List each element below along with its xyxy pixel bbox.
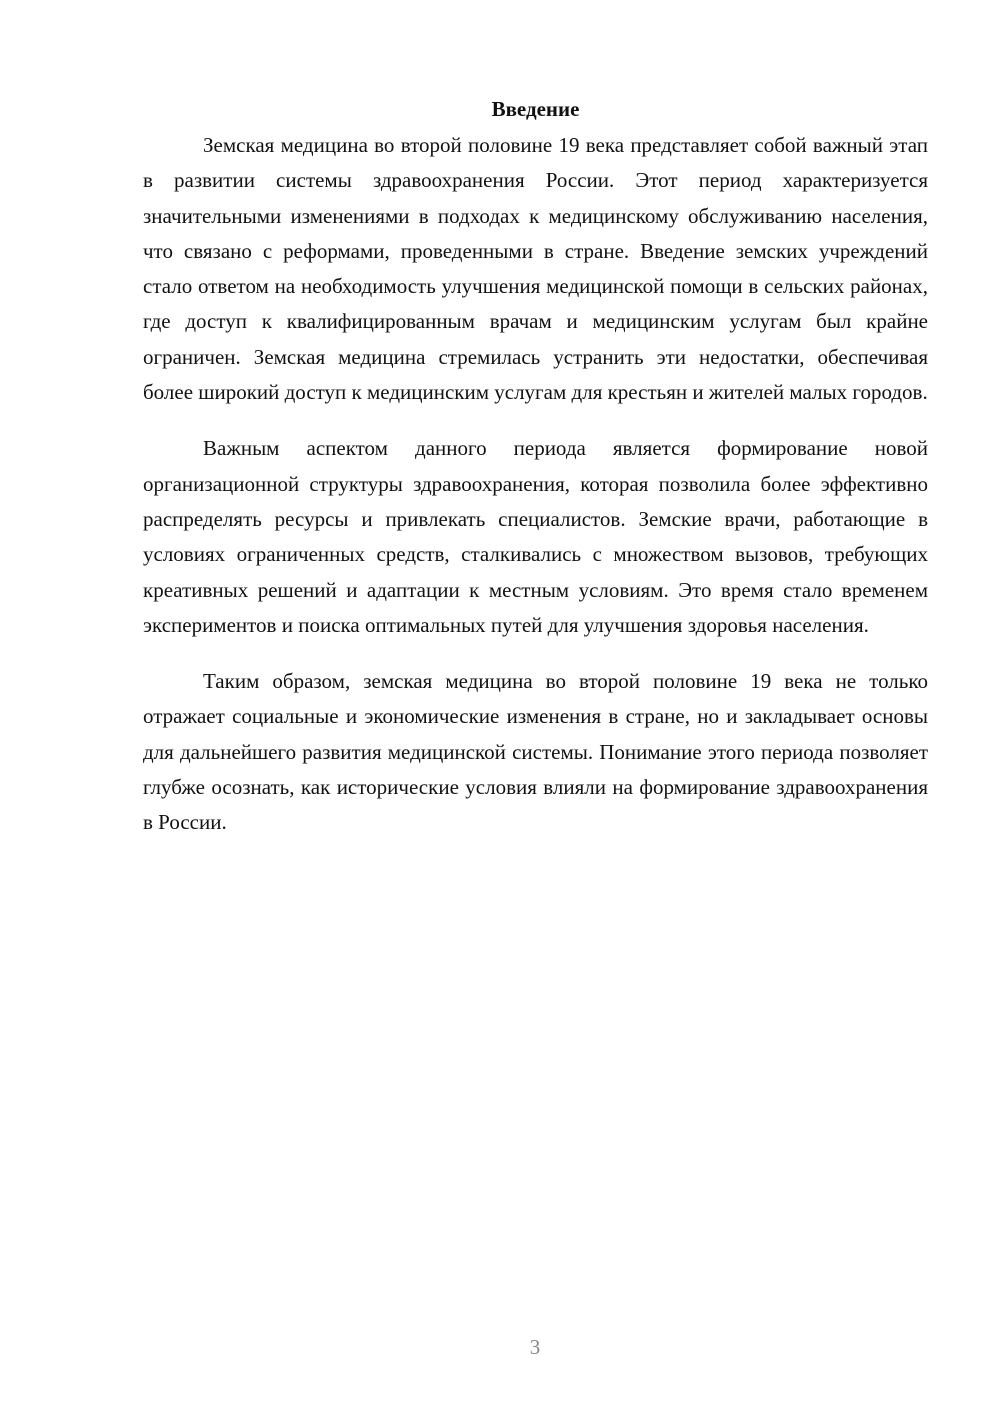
section-title: Введение — [491, 97, 580, 121]
paragraph-2: Важным аспектом данного периода является формирование новой организационной структуры здравоохранения, которая позволила более эффективно распределять ресурсы и привлекать специалистов. Земские врачи, работающие в условиях ограниченных средств, сталкивались с множеством вызовов, требующих креативных решений и адаптации к местным условиям. Это время стало временем экспериментов и поиска оптимальных путей для улучшения здоровья населения. — [143, 436, 928, 637]
paragraph-1: Земская медицина во второй половине 19 века представляет собой важный этап в развитии системы здравоохранения России. Этот период характеризуется значительными изменениями в подходах к медицинскому обслуживанию населения, что связано с реформами, проведенными в стране. Введение земских учреждений стало ответом на необходимость улучшения медицинской помощи в сельских районах, где доступ к квалифицированным врачам и медицинским услугам был крайне ограничен. Земская медицина стремилась устранить эти недостатки, обеспечивая более широкий доступ к медицинским услугам для крестьян и жителей малых городов. — [143, 133, 928, 405]
paragraph-3: Таким образом, земская медицина во второй половине 19 века не только отражает социальные и экономические изменения в стране, но и закладывает основы для дальнейшего развития медицинской системы. Понимание этого периода позволяет глубже осознать, как исторические условия влияли на формирование здравоохранения в России. — [143, 669, 928, 835]
page-number: 3 — [529, 1335, 541, 1359]
document-body — [143, 94, 928, 862]
